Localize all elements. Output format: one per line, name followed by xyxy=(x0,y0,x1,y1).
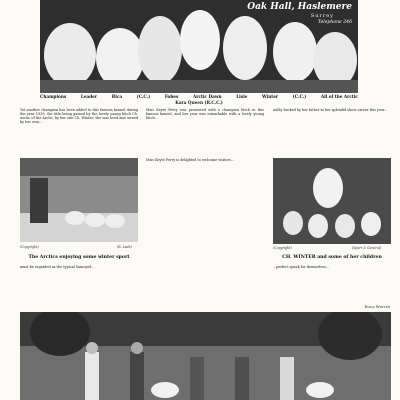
text-column-3: nobly backed by her father in her splendid show career this year... xyxy=(273,108,388,112)
text-column-1: Yet another champion has been added to this famous kennel during the year 1939, the title being gained by the lovely young bitch Ch. Arctic of the Arctic, by her sire Ch. Winter; she was bred and owned by her own... xyxy=(20,108,138,125)
credit-right-b: (Sport & General) xyxy=(352,246,382,250)
dog-name: (C.C.) xyxy=(136,94,151,99)
dog-name: All of the Arctic xyxy=(320,94,358,99)
address-line: Oak Hall, Haslemere xyxy=(247,2,352,12)
photo-bottom-people-dogs xyxy=(20,312,391,400)
dog-names-strip xyxy=(40,94,358,99)
dog-name: (C.C.) xyxy=(292,94,307,99)
caption-winter-sport: The Arctics enjoying some winter sport xyxy=(28,255,130,260)
credit-right-a: (Copyright) xyxy=(273,246,292,250)
caption-ch-winter: CH. WINTER and some of her children xyxy=(282,255,382,260)
text-column-2-continued: Miss Keyte Perry is delighted to welcome visitors... xyxy=(146,158,235,162)
text-column-2: Miss Keyte Perry was presented with a champion bitch in this famous kennel, and her year was remarkable with a lovely young bitch... xyxy=(146,108,264,121)
winter-and-children-illustration xyxy=(273,158,391,244)
dog-name: Lisle xyxy=(236,94,248,99)
text-column-1-lower: must be regarded as the typical Samoyed... xyxy=(20,265,95,269)
signature: Edna Winter xyxy=(364,304,390,309)
sled-team-illustration xyxy=(20,158,138,242)
county-line: Surrey xyxy=(310,13,334,19)
dog-names-line2: Kara Queen (R.C.C.) xyxy=(175,100,223,105)
dog-name: Arctic Dawn xyxy=(192,94,222,99)
dog-name: Winter xyxy=(262,94,279,99)
people-with-dogs-illustration xyxy=(20,312,391,400)
photo-winter-sport xyxy=(20,158,138,242)
header-photo-samoyeds xyxy=(40,0,358,93)
credit-left-a: (Copyright) xyxy=(20,245,39,249)
dog-name: Champions xyxy=(40,94,67,99)
telephone-line: Telephone 246 xyxy=(317,20,352,25)
dog-name: Fobes xyxy=(164,94,179,99)
text-column-3-lower: ...perfect speak for themselves... xyxy=(273,265,330,269)
photo-ch-winter xyxy=(273,158,391,244)
dog-name: Leader xyxy=(80,94,98,99)
credit-left-b: (R. Lade) xyxy=(117,245,132,249)
dog-name: Rica xyxy=(111,94,123,99)
